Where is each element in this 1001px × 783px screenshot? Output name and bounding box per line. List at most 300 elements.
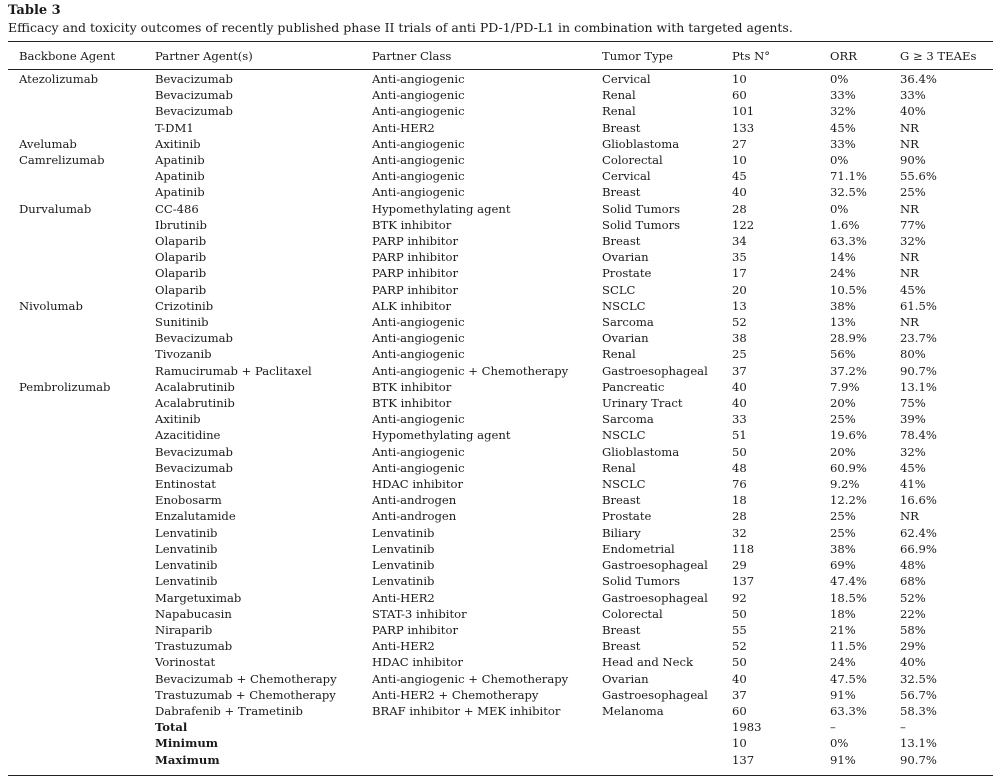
- cell-orr: 32%: [830, 104, 856, 119]
- cell-tumor-type: Ovarian: [602, 671, 649, 686]
- cell-teaes: 78.4%: [900, 428, 937, 443]
- table-row: [8, 541, 995, 557]
- cell-orr: 33%: [830, 136, 856, 151]
- table-row: [8, 395, 995, 411]
- cell-teaes: 48%: [900, 558, 926, 573]
- cell-tumor-type: Gastroesophageal: [602, 558, 708, 573]
- summary-row-minimum: [8, 735, 995, 751]
- cell-patients: 101: [732, 104, 755, 119]
- cell-partner-agent: Ibrutinib: [155, 217, 207, 232]
- cell-tumor-type: Sarcoma: [602, 315, 654, 330]
- summary-orr: –: [830, 720, 836, 735]
- cell-partner-agent: Apatinib: [155, 153, 205, 168]
- cell-tumor-type: Biliary: [602, 525, 641, 540]
- cell-partner-agent: Apatinib: [155, 185, 205, 200]
- cell-partner-agent: Olaparib: [155, 282, 207, 297]
- cell-teaes: 77%: [900, 217, 926, 232]
- cell-backbone-agent: Camrelizumab: [19, 153, 105, 168]
- table-row: [8, 217, 995, 233]
- cell-tumor-type: SCLC: [602, 282, 636, 297]
- table-row: [8, 427, 995, 443]
- table-caption: Efficacy and toxicity outcomes of recently published phase II trials of anti PD-1/PD-L1 in combination with targeted agents.: [8, 20, 793, 35]
- cell-partner-class: Anti-angiogenic: [372, 331, 465, 346]
- cell-orr: 0%: [830, 201, 849, 216]
- table-row: [8, 314, 995, 330]
- cell-patients: 27: [732, 136, 747, 151]
- cell-backbone-agent: [8, 622, 155, 638]
- cell-orr: 24%: [830, 266, 856, 281]
- cell-partner-class: Anti-angiogenic: [372, 104, 465, 119]
- summary-label: Minimum: [155, 736, 219, 751]
- cell-partner-agent: Apatinib: [155, 169, 205, 184]
- cell-teaes: 32%: [900, 234, 926, 249]
- cell-backbone-agent: [8, 395, 155, 411]
- cell-teaes: 22%: [900, 606, 926, 621]
- cell-teaes: 61.5%: [900, 298, 937, 313]
- cell-patients: 18: [732, 493, 747, 508]
- cell-partner-class: PARP inhibitor: [372, 622, 458, 637]
- cell-teaes: NR: [900, 250, 919, 265]
- cell-patients: 40: [732, 185, 747, 200]
- table-row: [8, 654, 995, 670]
- cell-teaes: 41%: [900, 477, 926, 492]
- table-row: [8, 557, 995, 573]
- cell-partner-class: BTK inhibitor: [372, 217, 452, 232]
- cell-partner-class: PARP inhibitor: [372, 266, 458, 281]
- cell-partner-class: Anti-androgen: [372, 509, 457, 524]
- cell-patients: 10: [732, 153, 747, 168]
- cell-patients: 52: [732, 315, 747, 330]
- cell-orr: 32.5%: [830, 185, 867, 200]
- cell-orr: 45%: [830, 120, 856, 135]
- cell-tumor-type: Colorectal: [602, 153, 663, 168]
- cell-patients: 25: [732, 347, 747, 362]
- top-rule: [8, 41, 993, 42]
- cell-tumor-type: Glioblastoma: [602, 444, 680, 459]
- cell-partner-class: HDAC inhibitor: [372, 655, 463, 670]
- cell-tumor-type: Solid Tumors: [602, 201, 681, 216]
- cell-backbone-agent: [8, 444, 155, 460]
- cell-orr: 12.2%: [830, 493, 867, 508]
- cell-empty: [372, 719, 602, 735]
- cell-orr: 11.5%: [830, 639, 867, 654]
- cell-partner-class: Lenvatinib: [372, 525, 435, 540]
- cell-teaes: 90.7%: [900, 363, 937, 378]
- cell-backbone-agent: [8, 590, 155, 606]
- cell-backbone-agent: [8, 606, 155, 622]
- summary-orr: 0%: [830, 736, 849, 751]
- cell-teaes: 32.5%: [900, 671, 937, 686]
- cell-orr: 20%: [830, 396, 856, 411]
- cell-orr: 19.6%: [830, 428, 867, 443]
- cell-orr: 25%: [830, 525, 856, 540]
- cell-tumor-type: Breast: [602, 493, 641, 508]
- cell-partner-agent: Bevacizumab + Chemotherapy: [155, 671, 337, 686]
- cell-orr: 47.4%: [830, 574, 867, 589]
- cell-partner-class: Anti-angiogenic: [372, 315, 465, 330]
- cell-backbone-agent: Durvalumab: [19, 201, 92, 216]
- header-tumor-type: Tumor Type: [602, 49, 673, 63]
- cell-tumor-type: Cervical: [602, 72, 651, 86]
- summary-label: Maximum: [155, 752, 220, 767]
- cell-teaes: NR: [900, 120, 919, 135]
- cell-partner-agent: Dabrafenib + Trametinib: [155, 703, 303, 718]
- cell-teaes: NR: [900, 201, 919, 216]
- cell-patients: 60: [732, 88, 747, 103]
- cell-patients: 34: [732, 234, 747, 249]
- cell-partner-class: Lenvatinib: [372, 574, 435, 589]
- cell-patients: 55: [732, 622, 747, 637]
- cell-teaes: 66.9%: [900, 541, 937, 556]
- cell-backbone-agent: [8, 654, 155, 670]
- summary-patients: 1983: [732, 720, 762, 735]
- cell-partner-class: Anti-HER2 + Chemotherapy: [372, 687, 539, 702]
- cell-partner-agent: T-DM1: [155, 120, 194, 135]
- cell-partner-class: ALK inhibitor: [372, 298, 452, 313]
- cell-orr: 13%: [830, 315, 856, 330]
- cell-backbone-agent: Avelumab: [19, 136, 77, 151]
- cell-patients: 137: [732, 574, 755, 589]
- cell-partner-agent: Lenvatinib: [155, 541, 218, 556]
- cell-patients: 37: [732, 687, 747, 702]
- table-row: [8, 492, 995, 508]
- table-row: [8, 87, 995, 103]
- cell-patients: 92: [732, 590, 747, 605]
- cell-partner-class: Anti-androgen: [372, 493, 457, 508]
- cell-backbone-agent: Pembrolizumab: [19, 379, 111, 394]
- cell-partner-agent: Napabucasin: [155, 606, 232, 621]
- cell-empty: [8, 752, 155, 768]
- cell-backbone-agent: [8, 638, 155, 654]
- cell-patients: 118: [732, 541, 755, 556]
- cell-partner-class: Anti-angiogenic + Chemotherapy: [372, 671, 569, 686]
- header-orr: ORR: [830, 49, 857, 63]
- cell-backbone-agent: [8, 168, 155, 184]
- cell-patients: 50: [732, 606, 747, 621]
- cell-partner-agent: Bevacizumab: [155, 104, 233, 119]
- cell-patients: 10: [732, 72, 747, 86]
- table-label: Table 3: [8, 3, 61, 18]
- cell-tumor-type: Prostate: [602, 509, 652, 524]
- cell-partner-agent: Entinostat: [155, 477, 216, 492]
- cell-teaes: 58.3%: [900, 703, 937, 718]
- cell-partner-agent: Acalabrutinib: [155, 379, 235, 394]
- cell-partner-agent: Margetuximab: [155, 590, 242, 605]
- cell-partner-class: Lenvatinib: [372, 541, 435, 556]
- cell-partner-agent: Azacitidine: [155, 428, 221, 443]
- cell-orr: 28.9%: [830, 331, 867, 346]
- cell-tumor-type: Breast: [602, 120, 641, 135]
- summary-teaes: 90.7%: [900, 752, 937, 767]
- cell-backbone-agent: [8, 573, 155, 589]
- table-row: [8, 120, 995, 136]
- cell-partner-class: Anti-angiogenic + Chemotherapy: [372, 363, 569, 378]
- table-row: [8, 346, 995, 362]
- cell-backbone-agent: [8, 233, 155, 249]
- cell-teaes: 39%: [900, 412, 926, 427]
- table-row: [8, 168, 995, 184]
- cell-orr: 71.1%: [830, 169, 867, 184]
- table-row: [8, 363, 995, 379]
- cell-partner-class: PARP inhibitor: [372, 282, 458, 297]
- cell-patients: 28: [732, 509, 747, 524]
- cell-teaes: 45%: [900, 282, 926, 297]
- cell-orr: 7.9%: [830, 379, 860, 394]
- cell-tumor-type: Gastroesophageal: [602, 687, 708, 702]
- cell-partner-class: PARP inhibitor: [372, 250, 458, 265]
- cell-backbone-agent: [8, 103, 155, 119]
- cell-tumor-type: Prostate: [602, 266, 652, 281]
- cell-backbone-agent: [8, 460, 155, 476]
- header-partner-class: Partner Class: [372, 49, 452, 63]
- cell-teaes: 13.1%: [900, 379, 937, 394]
- cell-orr: 37.2%: [830, 363, 867, 378]
- cell-backbone-agent: [8, 184, 155, 200]
- cell-tumor-type: NSCLC: [602, 298, 646, 313]
- cell-partner-class: Lenvatinib: [372, 558, 435, 573]
- cell-partner-agent: Lenvatinib: [155, 525, 218, 540]
- cell-partner-agent: Sunitinib: [155, 315, 209, 330]
- cell-teaes: NR: [900, 266, 919, 281]
- cell-partner-class: Anti-HER2: [372, 590, 435, 605]
- cell-patients: 13: [732, 298, 747, 313]
- cell-teaes: 16.6%: [900, 493, 937, 508]
- cell-tumor-type: Ovarian: [602, 331, 649, 346]
- cell-orr: 10.5%: [830, 282, 867, 297]
- cell-backbone-agent: [8, 541, 155, 557]
- cell-empty: [602, 719, 732, 735]
- cell-tumor-type: Glioblastoma: [602, 136, 680, 151]
- cell-partner-agent: Bevacizumab: [155, 460, 233, 475]
- table-row: [8, 606, 995, 622]
- cell-partner-class: Anti-angiogenic: [372, 153, 465, 168]
- table-row: [8, 330, 995, 346]
- cell-partner-agent: Niraparib: [155, 622, 213, 637]
- cell-partner-class: Anti-angiogenic: [372, 347, 465, 362]
- cell-patients: 29: [732, 558, 747, 573]
- cell-tumor-type: Urinary Tract: [602, 396, 683, 411]
- cell-patients: 50: [732, 655, 747, 670]
- outcomes-table: [8, 45, 995, 768]
- cell-tumor-type: Solid Tumors: [602, 574, 681, 589]
- cell-patients: 52: [732, 639, 747, 654]
- summary-teaes: 13.1%: [900, 736, 937, 751]
- cell-backbone-agent: Nivolumab: [19, 298, 83, 313]
- cell-partner-class: Anti-angiogenic: [372, 185, 465, 200]
- cell-teaes: 40%: [900, 104, 926, 119]
- table-row: [8, 525, 995, 541]
- cell-partner-agent: Tivozanib: [155, 347, 212, 362]
- cell-tumor-type: Breast: [602, 622, 641, 637]
- cell-backbone-agent: [8, 314, 155, 330]
- table-row: [8, 67, 995, 87]
- cell-partner-agent: Bevacizumab: [155, 444, 233, 459]
- cell-teaes: 25%: [900, 185, 926, 200]
- cell-patients: 40: [732, 396, 747, 411]
- summary-label: Total: [155, 720, 188, 735]
- cell-orr: 0%: [830, 72, 849, 86]
- cell-empty: [372, 735, 602, 751]
- table-row: [8, 444, 995, 460]
- table-row: [8, 638, 995, 654]
- cell-partner-class: Anti-angiogenic: [372, 72, 465, 86]
- table-row: [8, 411, 995, 427]
- cell-patients: 122: [732, 217, 755, 232]
- cell-orr: 20%: [830, 444, 856, 459]
- summary-row-total: [8, 719, 995, 735]
- cell-partner-agent: Lenvatinib: [155, 558, 218, 573]
- cell-tumor-type: Melanoma: [602, 703, 664, 718]
- cell-tumor-type: Renal: [602, 88, 636, 103]
- cell-teaes: NR: [900, 315, 919, 330]
- table-row: [8, 152, 995, 168]
- cell-orr: 63.3%: [830, 234, 867, 249]
- cell-partner-class: BRAF inhibitor + MEK inhibitor: [372, 703, 561, 718]
- cell-patients: 45: [732, 169, 747, 184]
- cell-tumor-type: Ovarian: [602, 250, 649, 265]
- cell-partner-agent: Trastuzumab + Chemotherapy: [155, 687, 336, 702]
- cell-patients: 32: [732, 525, 747, 540]
- summary-patients: 137: [732, 752, 755, 767]
- cell-teaes: 23.7%: [900, 331, 937, 346]
- cell-teaes: 45%: [900, 460, 926, 475]
- cell-patients: 40: [732, 379, 747, 394]
- cell-teaes: 29%: [900, 639, 926, 654]
- table-row: [8, 265, 995, 281]
- cell-orr: 18.5%: [830, 590, 867, 605]
- cell-backbone-agent: [8, 363, 155, 379]
- table-row: [8, 573, 995, 589]
- cell-partner-agent: Acalabrutinib: [155, 396, 235, 411]
- cell-tumor-type: NSCLC: [602, 477, 646, 492]
- cell-partner-agent: Bevacizumab: [155, 72, 233, 86]
- cell-partner-agent: Axitinib: [155, 136, 201, 151]
- cell-partner-class: Anti-angiogenic: [372, 412, 465, 427]
- cell-backbone-agent: [8, 217, 155, 233]
- table-row: [8, 671, 995, 687]
- summary-patients: 10: [732, 736, 747, 751]
- cell-tumor-type: Head and Neck: [602, 655, 694, 670]
- cell-partner-class: PARP inhibitor: [372, 234, 458, 249]
- cell-orr: 25%: [830, 412, 856, 427]
- cell-backbone-agent: [8, 427, 155, 443]
- cell-patients: 51: [732, 428, 747, 443]
- cell-tumor-type: Gastroesophageal: [602, 363, 708, 378]
- bottom-rule: [8, 775, 993, 776]
- cell-orr: 9.2%: [830, 477, 860, 492]
- cell-patients: 35: [732, 250, 747, 265]
- cell-partner-class: Anti-angiogenic: [372, 136, 465, 151]
- table-row: [8, 249, 995, 265]
- cell-partner-agent: Olaparib: [155, 250, 207, 265]
- header-backbone-agent: Backbone Agent: [19, 49, 116, 63]
- cell-empty: [602, 735, 732, 751]
- cell-backbone-agent: [8, 492, 155, 508]
- table-row: [8, 590, 995, 606]
- cell-orr: 14%: [830, 250, 856, 265]
- cell-patients: 38: [732, 331, 747, 346]
- table-row: [8, 622, 995, 638]
- cell-backbone-agent: [8, 687, 155, 703]
- table-row: [8, 184, 995, 200]
- cell-orr: 0%: [830, 153, 849, 168]
- cell-partner-class: Anti-angiogenic: [372, 88, 465, 103]
- cell-backbone-agent: [8, 557, 155, 573]
- cell-teaes: 90%: [900, 153, 926, 168]
- cell-patients: 76: [732, 477, 747, 492]
- cell-patients: 50: [732, 444, 747, 459]
- header-teaes: G ≥ 3 TEAEs: [900, 49, 977, 63]
- cell-backbone-agent: Atezolizumab: [19, 72, 99, 86]
- cell-partner-agent: Lenvatinib: [155, 574, 218, 589]
- cell-patients: 33: [732, 412, 747, 427]
- cell-partner-class: Anti-angiogenic: [372, 460, 465, 475]
- table-row: [8, 103, 995, 119]
- cell-tumor-type: Breast: [602, 185, 641, 200]
- cell-tumor-type: Cervical: [602, 169, 651, 184]
- cell-patients: 28: [732, 201, 747, 216]
- cell-tumor-type: Renal: [602, 460, 636, 475]
- cell-partner-class: Hypomethylating agent: [372, 201, 511, 216]
- cell-tumor-type: Renal: [602, 347, 636, 362]
- table-row: [8, 136, 995, 152]
- cell-orr: 69%: [830, 558, 856, 573]
- cell-partner-agent: Enobosarm: [155, 493, 222, 508]
- cell-backbone-agent: [8, 476, 155, 492]
- cell-empty: [8, 735, 155, 751]
- cell-tumor-type: NSCLC: [602, 428, 646, 443]
- cell-partner-agent: Olaparib: [155, 266, 207, 281]
- cell-orr: 25%: [830, 509, 856, 524]
- table-row: [8, 703, 995, 719]
- cell-teaes: 40%: [900, 655, 926, 670]
- cell-backbone-agent: [8, 87, 155, 103]
- table-row: [8, 476, 995, 492]
- header-patients: Pts N°: [732, 49, 771, 63]
- cell-backbone-agent: [8, 120, 155, 136]
- cell-patients: 60: [732, 703, 747, 718]
- cell-partner-agent: Bevacizumab: [155, 331, 233, 346]
- cell-tumor-type: Sarcoma: [602, 412, 654, 427]
- header-partner-agents: Partner Agent(s): [155, 49, 253, 63]
- cell-backbone-agent: [8, 346, 155, 362]
- cell-backbone-agent: [8, 525, 155, 541]
- cell-teaes: 56.7%: [900, 687, 937, 702]
- table-row: [8, 460, 995, 476]
- cell-empty: [602, 752, 732, 768]
- table-row: [8, 687, 995, 703]
- cell-orr: 38%: [830, 298, 856, 313]
- cell-partner-agent: Olaparib: [155, 234, 207, 249]
- cell-teaes: 33%: [900, 88, 926, 103]
- cell-patients: 37: [732, 363, 747, 378]
- cell-patients: 17: [732, 266, 747, 281]
- cell-tumor-type: Breast: [602, 639, 641, 654]
- cell-backbone-agent: [8, 671, 155, 687]
- summary-row-maximum: [8, 752, 995, 768]
- cell-partner-class: STAT-3 inhibitor: [372, 606, 467, 621]
- cell-partner-agent: Trastuzumab: [155, 639, 233, 654]
- cell-teaes: 36.4%: [900, 72, 937, 86]
- cell-teaes: NR: [900, 509, 919, 524]
- cell-orr: 56%: [830, 347, 856, 362]
- cell-backbone-agent: [8, 282, 155, 298]
- cell-orr: 47.5%: [830, 671, 867, 686]
- table-header-row: [8, 45, 995, 67]
- cell-backbone-agent: [8, 703, 155, 719]
- cell-partner-class: Hypomethylating agent: [372, 428, 511, 443]
- cell-backbone-agent: [8, 330, 155, 346]
